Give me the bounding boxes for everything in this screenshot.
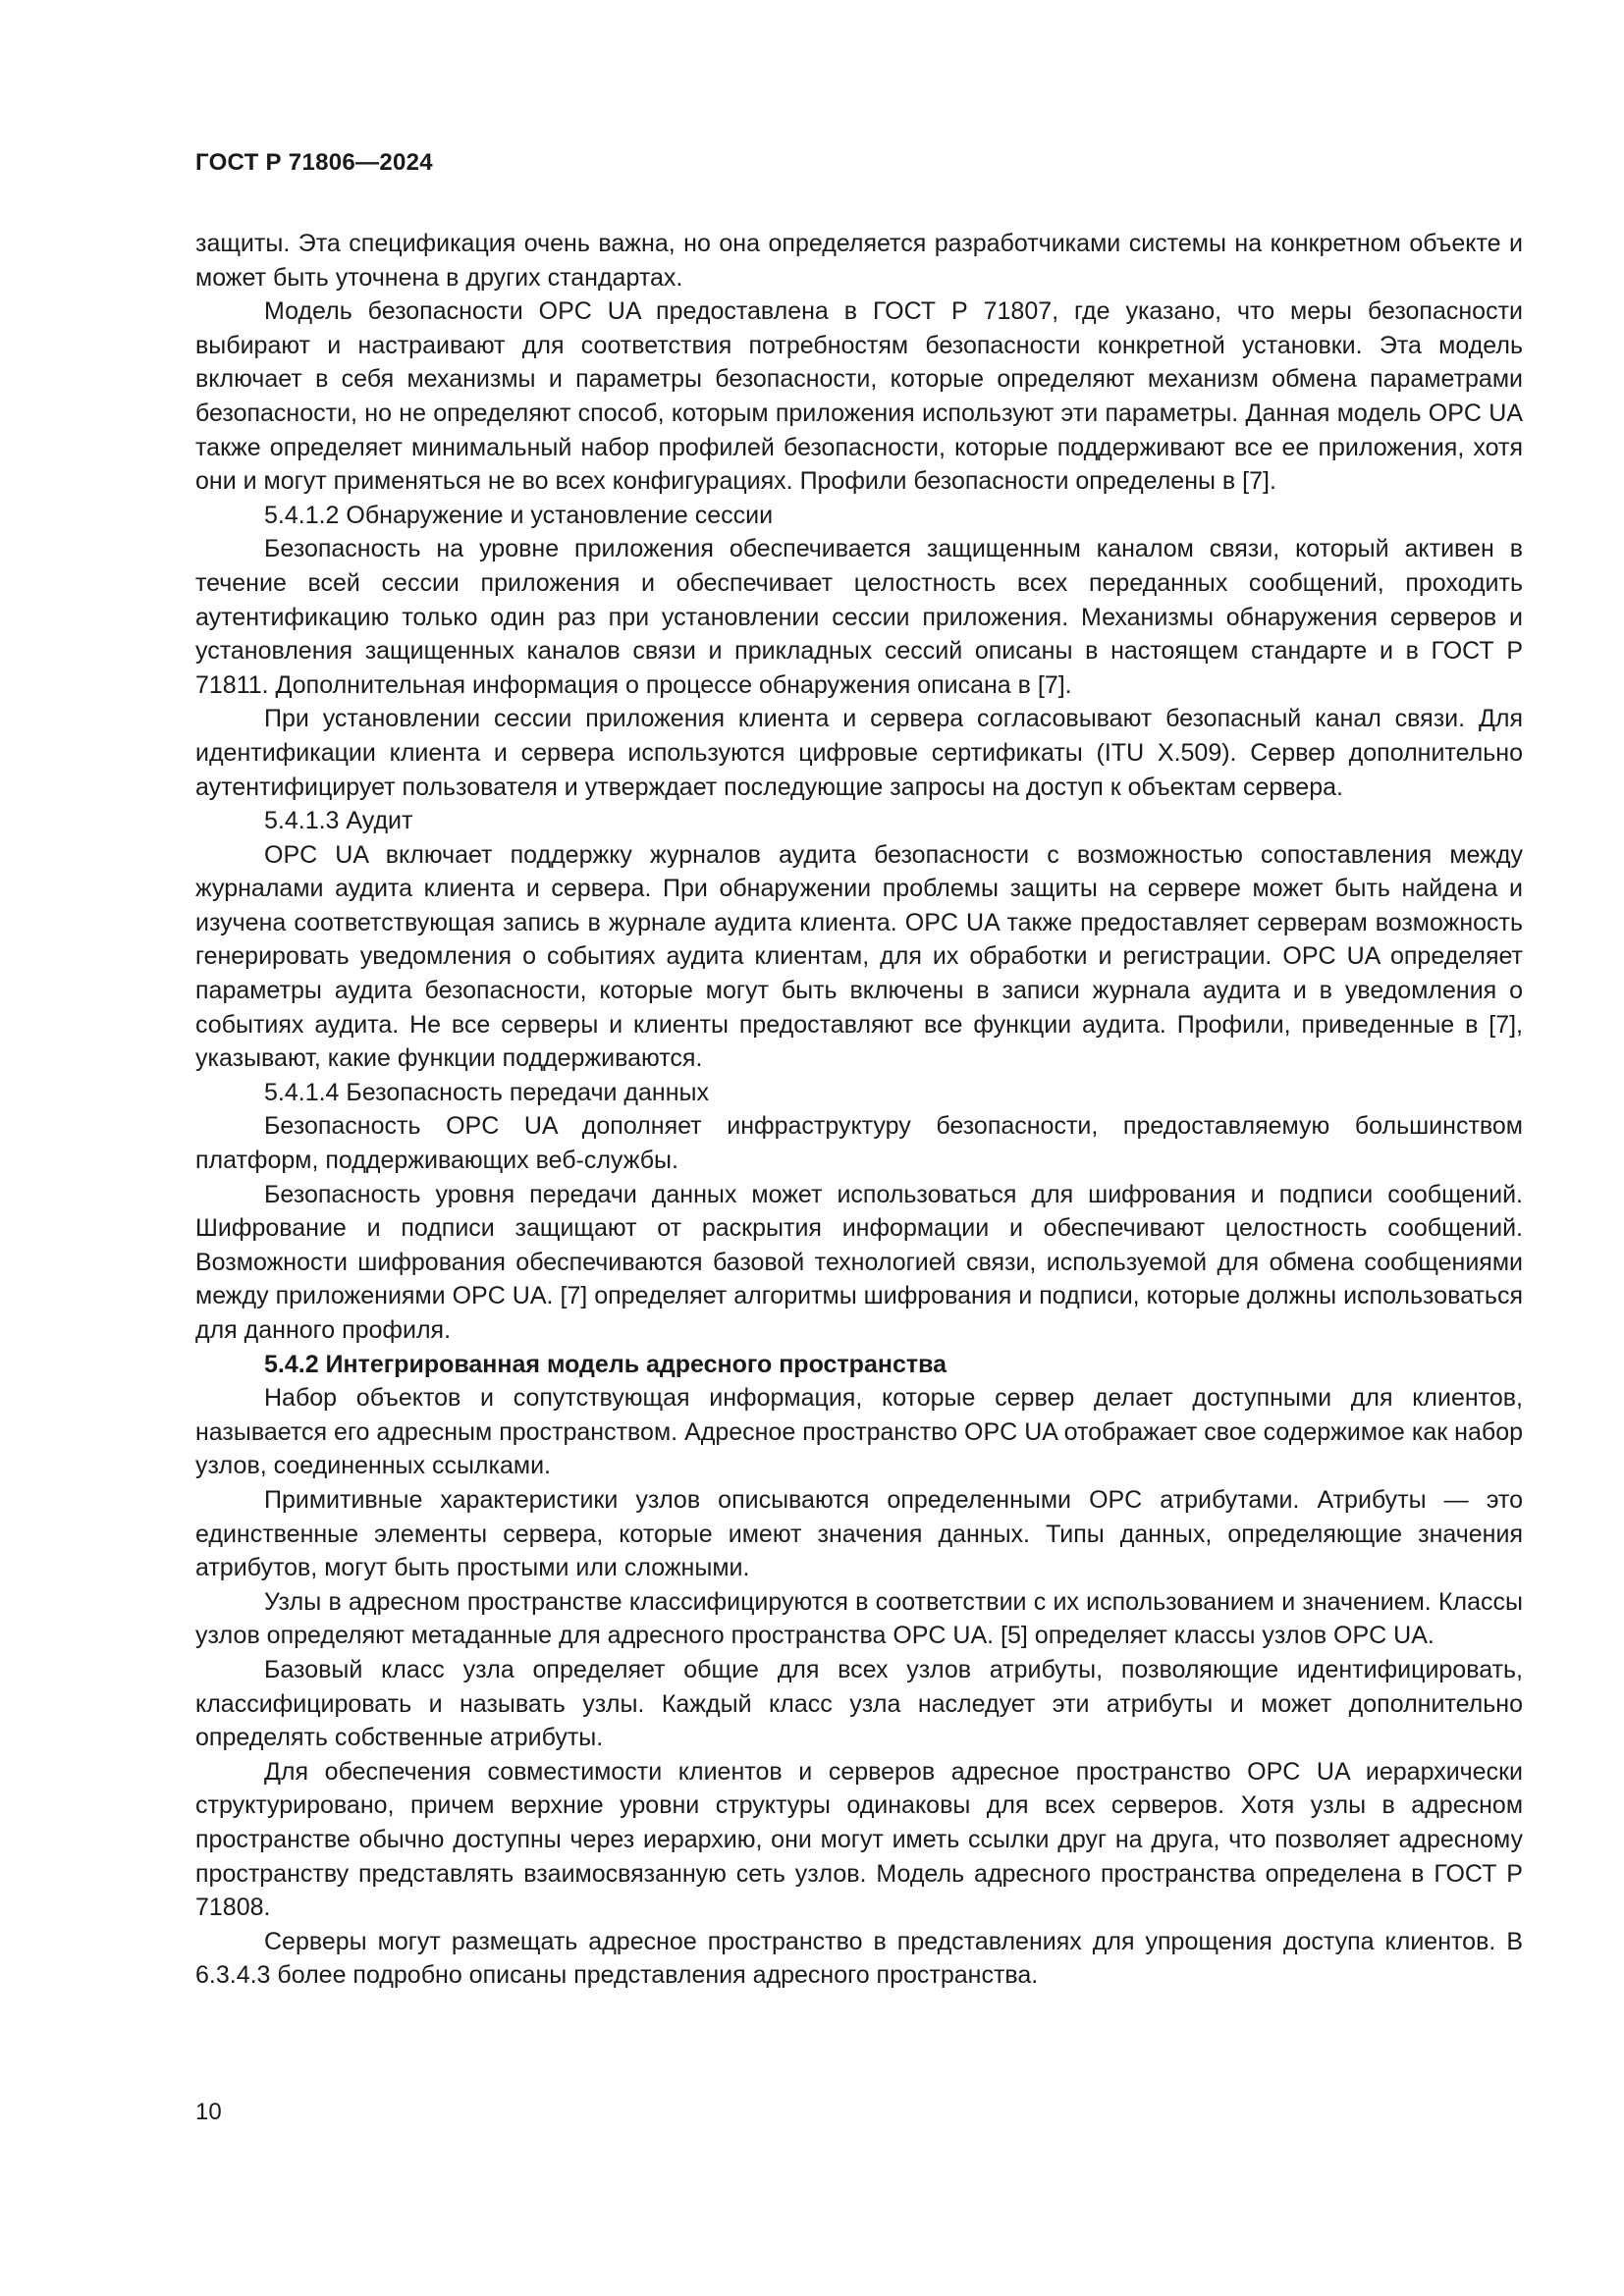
paragraph-base-node-class: Базовый класс узла определяет общие для всех узлов атрибуты, позволяющие идентифицировать, классифицировать и называть узлы. Каждый класс узла наследует эти атрибуты и может дополнительно определять собственные атрибуты. — [195, 1655, 1523, 1752]
paragraph-transport-security-intro: Безопасность OPC UA дополняет инфраструктуру безопасности, предоставляемую большинством платформ, поддерживающих веб-службы. — [195, 1112, 1523, 1175]
document-header: ГОСТ Р 71806—2024 — [195, 149, 433, 176]
paragraph-session-establishment: При установлении сессии приложения клиента и сервера согласовывают безопасный канал связи. Для идентификации клиента и сервера используются цифровые сертификаты (ITU X.509). Сервер дополнительно аутентифицирует пользователя и утверждает последующие запросы на доступ к объектам сервера. — [195, 705, 1523, 801]
subsection-heading-5-4-1-4: 5.4.1.4 Безопасность передачи данных — [264, 1078, 709, 1106]
paragraph-audit: OPC UA включает поддержку журналов аудита безопасности с возможностью сопоставления между журналами аудита клиента и сервера. При обнаружении проблемы защиты на сервере может быть найдена и изучена соответствующая запись в журнале аудита клиента. OPC UA также предоставляет серверам возможность генерировать уведомления о событиях аудита клиентам, для их обработки и регистрации. OPC UA определяет параметры аудита безопасности, которые могут быть включены в записи журнала аудита и в уведомления о событиях аудита. Не все серверы и клиенты предоставляют все функции аудита. Профили, приведенные в [7], указывают, какие функции поддерживаются. — [195, 840, 1523, 1073]
paragraph-views: Серверы могут размещать адресное пространство в представлениях для упрощения доступа клиентов. В 6.3.4.3 более подробно описаны представления адресного пространства. — [195, 1927, 1523, 1990]
paragraph-node-attributes: Примитивные характеристики узлов описываются определенными OPC атрибутами. Атрибуты — это единственные элементы сервера, которые имеют значения данных. Типы данных, определяющие значения атрибутов, могут быть простыми или сложными. — [195, 1485, 1523, 1582]
paragraph-hierarchy: Для обеспечения совместимости клиентов и серверов адресное пространство OPC UA иерархически структурировано, причем верхние уровни структуры одинаковы для всех серверов. Хотя узлы в адресном пространстве обычно доступны через иерархию, они могут иметь ссылки друг на друга, что позволяет адресному пространству представлять взаимосвязанную сеть узлов. Модель адресного пространства определена в ГОСТ Р 71808. — [195, 1757, 1523, 1922]
paragraph-address-space-intro: Набор объектов и сопутствующая информация, которые сервер делает доступными для клиентов, называется его адресным пространством. Адресное пространство OPC UA отображает свое содержимое как набор узлов, соединенных ссылками. — [195, 1384, 1523, 1480]
section-heading-5-4-2: 5.4.2 Интегрированная модель адресного пространства — [264, 1350, 947, 1378]
subsection-heading-5-4-1-2: 5.4.1.2 Обнаружение и установление сессии — [264, 501, 774, 529]
paragraph-security-model: Модель безопасности OPC UA предоставлена в ГОСТ Р 71807, где указано, что меры безопасности выбирают и настраивают для соответствия потребностям безопасности конкретной установки. Эта модель включает в себя механизмы и параметры безопасности, которые определяют механизм обмена параметрами безопасности, но не определяют способ, которым приложения используют эти параметры. Данная модель OPC UA также определяет минимальный набор профилей безопасности, которые поддерживают все ее приложения, хотя они и могут применяться не во всех конфигурациях. Профили безопасности определены в [7]. — [195, 297, 1523, 496]
paragraph-application-security: Безопасность на уровне приложения обеспечивается защищенным каналом связи, который активен в течение всей сессии приложения и обеспечивает целостность всех переданных сообщений, проходить аутентификацию только один раз при установлении сессии приложения. Механизмы обнаружения серверов и установления защищенных каналов связи и прикладных сессий описаны в настоящем стандарте и в ГОСТ Р 71811. Дополнительная информация о процессе обнаружения описана в [7]. — [195, 535, 1523, 699]
page-number: 10 — [195, 2099, 222, 2125]
paragraph-transport-security-encryption: Безопасность уровня передачи данных может использоваться для шифрования и подписи сообщений. Шифрование и подписи защищают от раскрытия информации и обеспечивают целостность сообщений. Возможности шифрования обеспечиваются базовой технологией связи, используемой для обмена сообщениями между приложениями OPC UA. [7] определяет алгоритмы шифрования и подписи, которые должны использоваться для данного профиля. — [195, 1180, 1523, 1344]
paragraph-node-classes: Узлы в адресном пространстве классифицируются в соответствии с их использованием и значением. Классы узлов определяют метаданные для адресного пространства OPC UA. [5] определяет классы узлов OPC UA. — [195, 1587, 1523, 1650]
document-body — [195, 227, 1523, 1993]
paragraph-continuation: защиты. Эта спецификация очень важна, но она определяется разработчиками системы на конкретном объекте и может быть уточнена в других стандартах. — [195, 230, 1523, 292]
subsection-heading-5-4-1-3: 5.4.1.3 Аудит — [264, 807, 413, 835]
